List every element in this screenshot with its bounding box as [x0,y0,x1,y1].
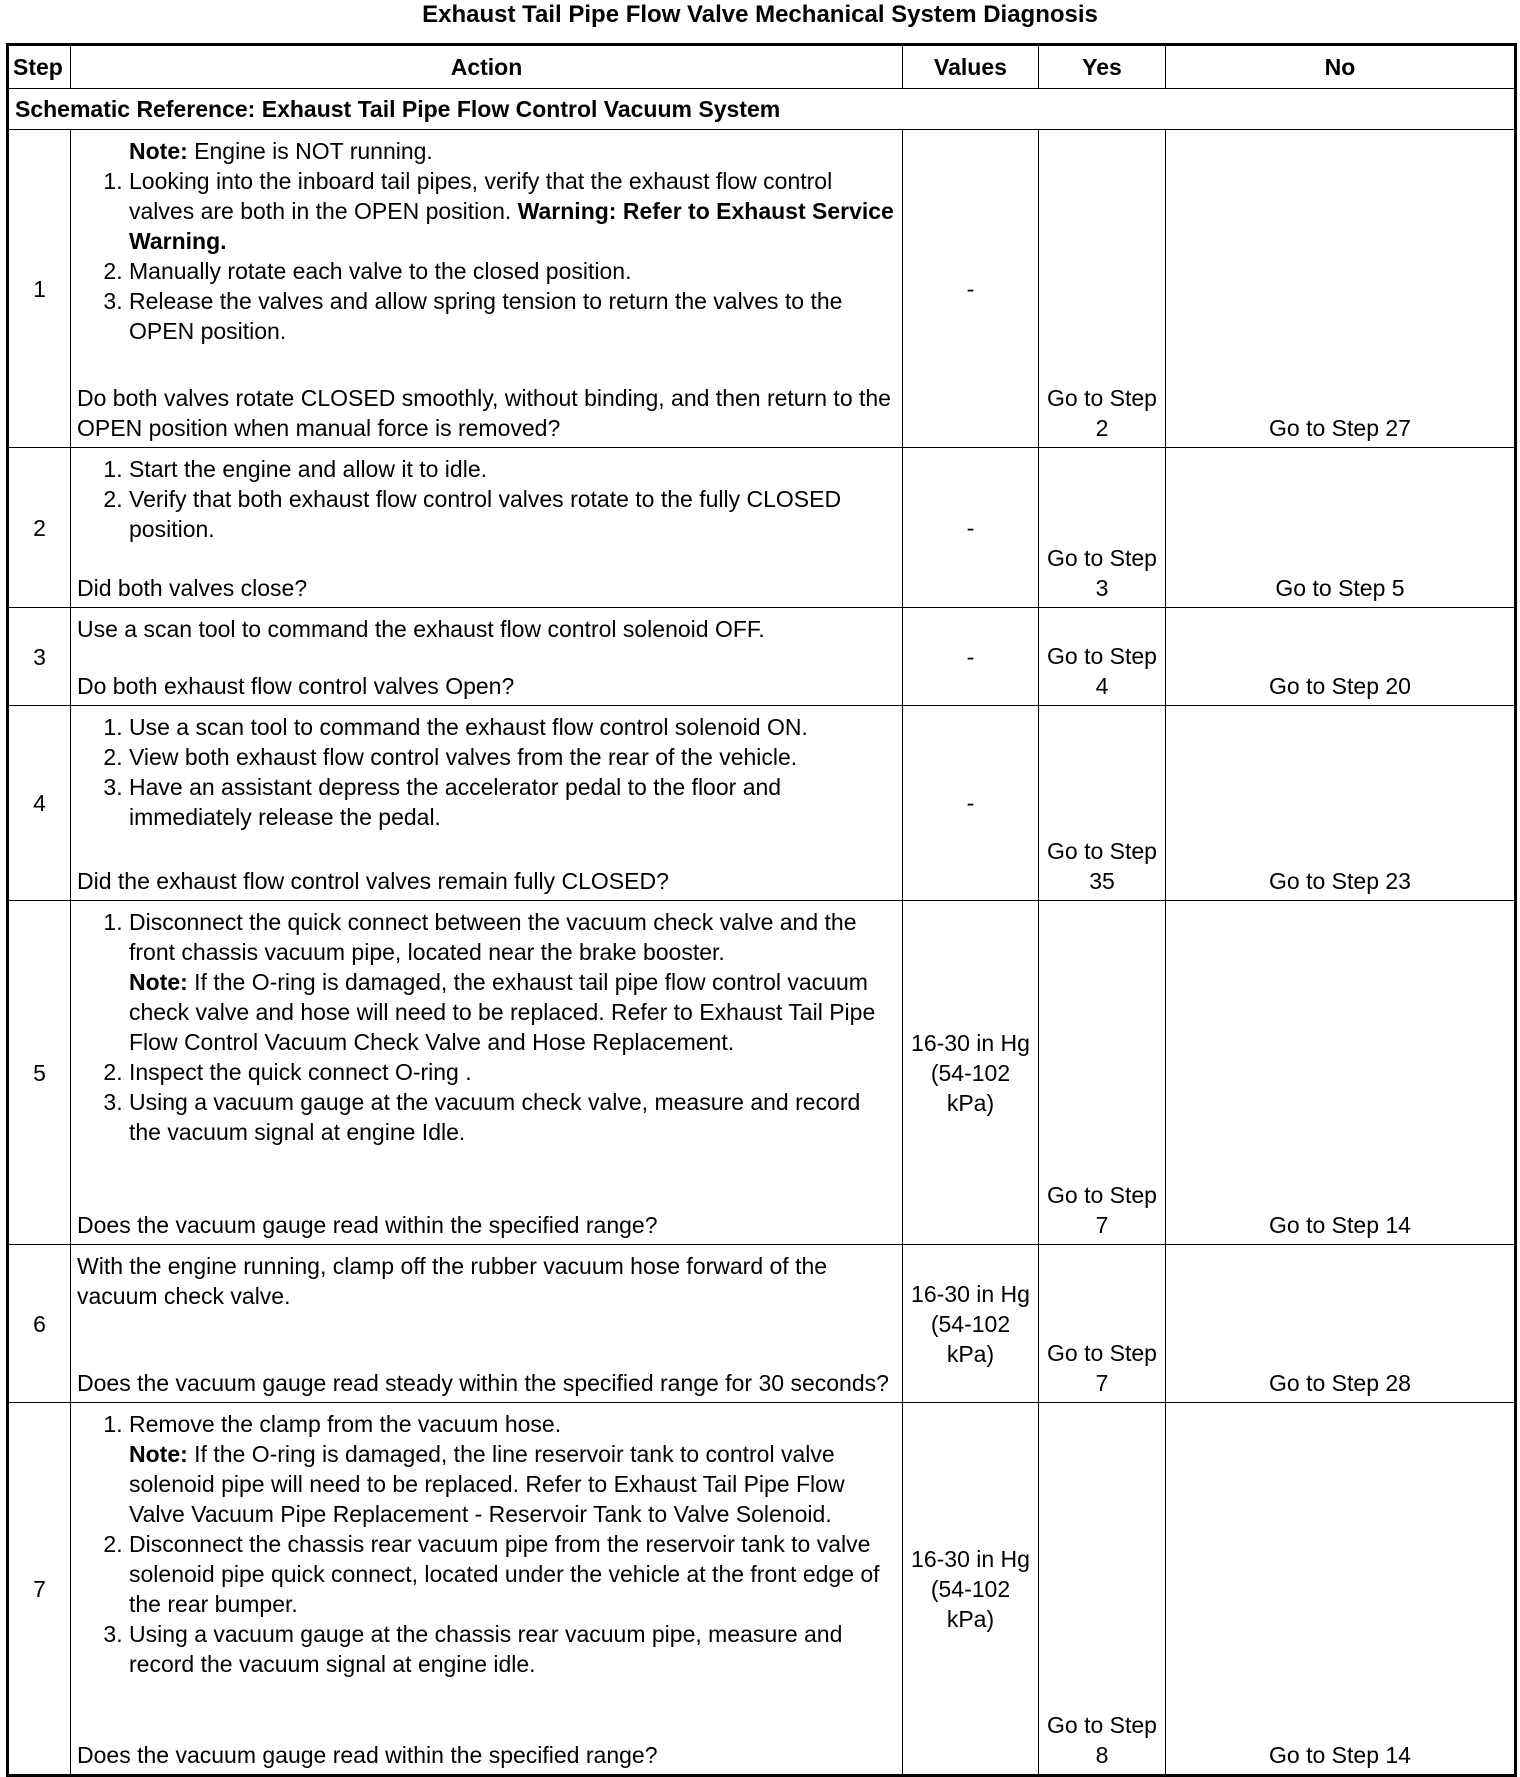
header-action: Action [71,45,903,89]
table-row [8,901,1516,1245]
list-item: 2. Manually rotate each valve to the closed position. [129,256,896,286]
action-cell [71,130,903,448]
yes-cell: Go to Step 2 [1039,130,1166,448]
table-row [8,1245,1516,1403]
list-item: 2. View both exhaust flow control valves from the rear of the vehicle. [129,742,896,772]
values-cell: 16-30 in Hg (54-102 kPa) [903,1245,1039,1403]
no-cell: Go to Step 5 [1166,448,1516,608]
action-cell [71,608,903,706]
note-label: Note: [129,1441,188,1467]
list-item: 1. Looking into the inboard tail pipes, verify that the exhaust flow control valves are both in the OPEN position. Warning: Refer to Exhaust Service Warning. [129,166,896,256]
list-item: 3. Using a vacuum gauge at the chassis rear vacuum pipe, measure and record the vacuum signal at engine idle. [129,1619,896,1679]
question: Do both exhaust flow control valves Open? [77,673,515,699]
list-item: 3. Release the valves and allow spring tension to return the valves to the OPEN position. [129,286,896,346]
action-steps [77,166,896,346]
action-steps [77,454,896,544]
schematic-reference: Schematic Reference: Exhaust Tail Pipe Flow Control Vacuum System [8,89,1516,130]
step-number: 7 [8,1403,71,1776]
list-item: 1. Disconnect the quick connect between the vacuum check valve and the front chassis vacuum pipe, located near the brake booster. Note: If the O-ring is damaged, the exhaust tail pipe flow control vacuum check valve and hose will need to be replaced. Refer to Exhaust Tail Pipe Flow Control Vacuum Check Valve and Hose Replacement. [129,907,896,1057]
note: Note: Engine is NOT running. [129,138,433,164]
table-row [8,608,1516,706]
question: Do both valves rotate CLOSED smoothly, without binding, and then return to the OPEN position when manual force is removed? [77,385,891,441]
list-item: 2. Inspect the quick connect O-ring . [129,1057,896,1087]
list-item: 2. Disconnect the chassis rear vacuum pipe from the reservoir tank to valve solenoid pipe quick connect, located under the vehicle at the front edge of the rear bumper. [129,1529,896,1619]
question: Does the vacuum gauge read within the specified range? [77,1212,658,1238]
header-row [8,45,1516,89]
no-cell: Go to Step 23 [1166,706,1516,901]
action-cell [71,706,903,901]
yes-cell: Go to Step 35 [1039,706,1166,901]
step-number: 6 [8,1245,71,1403]
schematic-row [8,89,1516,130]
step-number: 1 [8,130,71,448]
list-item: 1. Use a scan tool to command the exhaust flow control solenoid ON. [129,712,896,742]
step-number: 5 [8,901,71,1245]
action-steps [77,907,896,1147]
header-no: No [1166,45,1516,89]
note-label: Note: [129,969,188,995]
header-step: Step [8,45,71,89]
values-cell: - [903,706,1039,901]
question: Does the vacuum gauge read steady within the specified range for 30 seconds? [77,1370,889,1396]
step-number: 4 [8,706,71,901]
yes-cell: Go to Step 8 [1039,1403,1166,1776]
question: Does the vacuum gauge read within the specified range? [77,1742,658,1768]
table-row [8,448,1516,608]
list-item: 1. Start the engine and allow it to idle. [129,454,896,484]
diagnosis-table [6,43,1517,1777]
action-text: Use a scan tool to command the exhaust flow control solenoid OFF. [77,616,765,642]
action-cell [71,1403,903,1776]
header-values: Values [903,45,1039,89]
no-cell: Go to Step 14 [1166,901,1516,1245]
action-cell [71,901,903,1245]
action-cell [71,1245,903,1403]
table-row [8,130,1516,448]
action-cell [71,448,903,608]
action-steps [77,1409,896,1679]
step-number: 3 [8,608,71,706]
list-item: 3. Have an assistant depress the accelerator pedal to the floor and immediately release the pedal. [129,772,896,832]
values-cell: - [903,448,1039,608]
yes-cell: Go to Step 7 [1039,1245,1166,1403]
no-cell: Go to Step 28 [1166,1245,1516,1403]
list-item: 1. Remove the clamp from the vacuum hose. Note: If the O-ring is damaged, the line reservoir tank to control valve solenoid pipe will need to be replaced. Refer to Exhaust Tail Pipe Flow Valve Vacuum Pipe Replacement - Reservoir Tank to Valve Solenoid. [129,1409,896,1529]
values-cell: - [903,130,1039,448]
question: Did the exhaust flow control valves remain fully CLOSED? [77,868,669,894]
action-steps [77,712,896,832]
action-text: With the engine running, clamp off the rubber vacuum hose forward of the vacuum check valve. [77,1253,828,1309]
page-title: Exhaust Tail Pipe Flow Valve Mechanical System Diagnosis [422,1,1098,28]
no-cell: Go to Step 14 [1166,1403,1516,1776]
step-number: 2 [8,448,71,608]
values-cell: 16-30 in Hg (54-102 kPa) [903,901,1039,1245]
values-cell: - [903,608,1039,706]
yes-cell: Go to Step 7 [1039,901,1166,1245]
list-item: 3. Using a vacuum gauge at the vacuum check valve, measure and record the vacuum signal at engine Idle. [129,1087,896,1147]
yes-cell: Go to Step 3 [1039,448,1166,608]
no-cell: Go to Step 27 [1166,130,1516,448]
yes-cell: Go to Step 4 [1039,608,1166,706]
no-cell: Go to Step 20 [1166,608,1516,706]
table-row [8,1403,1516,1776]
question: Did both valves close? [77,575,308,601]
header-yes: Yes [1039,45,1166,89]
list-item: 2. Verify that both exhaust flow control valves rotate to the fully CLOSED position. [129,484,896,544]
table-row [8,706,1516,901]
values-cell: 16-30 in Hg (54-102 kPa) [903,1403,1039,1776]
